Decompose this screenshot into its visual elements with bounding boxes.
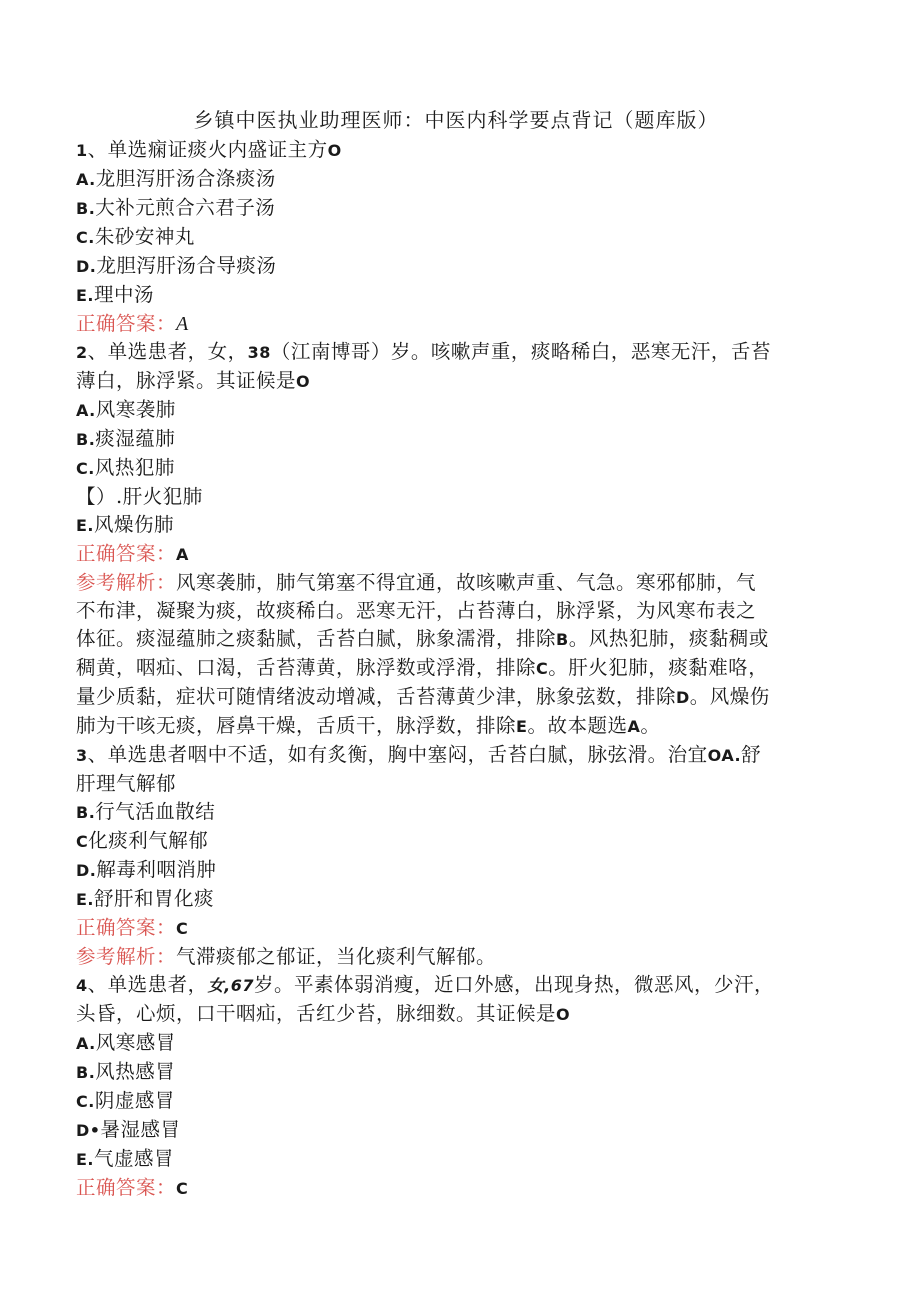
option-b: B.大补元煎合六君子汤: [76, 196, 276, 219]
question-4-stem-cont: 头昏，心烦，口干咽疝，舌红少苔，脉细数。其证候是O: [76, 1002, 571, 1025]
option-b: B.风热感冒: [76, 1060, 176, 1083]
option-c: C.风热犯肺: [76, 456, 175, 479]
analysis-line: 稠黄，咽疝、口渴，舌苔薄黄，脉浮数或浮滑，排除C。肝火犯肺，痰黏难咯，: [76, 656, 769, 679]
question-2-stem-cont: 薄白，脉浮紧。其证候是O: [76, 369, 311, 392]
option-e: E.气虚感冒: [76, 1147, 175, 1170]
analysis-line: 不布津，凝聚为痰，故痰稀白。恶寒无汗，占苔薄白，脉浮紧，为风寒布表之: [76, 599, 757, 622]
analysis-line: 参考解析：风寒袭肺，肺气第塞不得宜通，故咳嗽声重、气急。寒邪郁肺，气: [76, 571, 757, 594]
question-4-stem: 4、单选患者，女,67岁。平素体弱消瘦，近口外感，出现身热，微恶风，少汗，: [76, 973, 775, 996]
option-b: B.痰湿蕴肺: [76, 427, 176, 450]
analysis-line: 量少质黏，症状可随情绪波动增减，舌苔薄黄少津，脉象弦数，排除D。风燥伤: [76, 685, 770, 708]
option-e: E.理中汤: [76, 283, 155, 306]
page-title: 乡镇中医执业助理医师：中医内科学要点背记（题库版）: [193, 108, 719, 132]
question-2-stem: 2、单选患者，女，38（江南博哥）岁。咳嗽声重，痰略稀白，恶寒无汗，舌苔: [76, 340, 771, 363]
analysis-line: 肺为干咳无痰，唇鼻干燥，舌质干，脉浮数，排除E。故本题选A。: [76, 714, 661, 737]
option-c: C化痰利气解郁: [76, 829, 209, 852]
option-a: A.龙胆泻肝汤合涤痰汤: [76, 167, 276, 190]
answer-line: 正确答案：A: [76, 542, 189, 565]
option-d: D.解毒利咽消肿: [76, 858, 217, 881]
question-1-stem: 1、单选痫证痰火内盛证主方O: [76, 138, 342, 161]
option-a: A.风寒袭肺: [76, 398, 176, 421]
option-e: E.风燥伤肺: [76, 513, 175, 536]
option-c: C.阴虚感冒: [76, 1089, 175, 1112]
option-b: B.行气活血散结: [76, 800, 216, 823]
option-d: D•暑湿感冒: [76, 1118, 181, 1141]
answer-value: C: [176, 919, 189, 938]
option-a: A.风寒感冒: [76, 1031, 176, 1054]
answer-value: A: [176, 545, 189, 564]
option-e: E.舒肝和胃化痰: [76, 887, 215, 910]
question-3-stem: 3、单选患者咽中不适，如有炙衡，胸中塞闷，舌苔白腻，脉弦滑。治宜OA.舒: [76, 743, 762, 766]
analysis-line: 体征。痰湿蕴肺之痰黏腻，舌苔白腻，脉象濡滑，排除B。风热犯肺，痰黏稠或: [76, 627, 769, 650]
option-d: 【）.肝火犯肺: [76, 485, 203, 508]
answer-line: 正确答案：A: [76, 312, 189, 335]
answer-line: 正确答案：C: [76, 916, 189, 939]
question-number: 1: [76, 141, 88, 160]
analysis-line: 参考解析：气滞痰郁之郁证，当化痰利气解郁。: [76, 945, 497, 968]
answer-value: C: [176, 1179, 189, 1198]
answer-line: 正确答案：C: [76, 1176, 189, 1199]
question-3-stem-cont: 肝理气解郁: [76, 772, 177, 795]
document-page: [76, 104, 836, 1203]
option-c: C.朱砂安神丸: [76, 225, 195, 248]
option-d: D.龙胆泻肝汤合导痰汤: [76, 254, 277, 277]
answer-value: A: [176, 313, 189, 335]
